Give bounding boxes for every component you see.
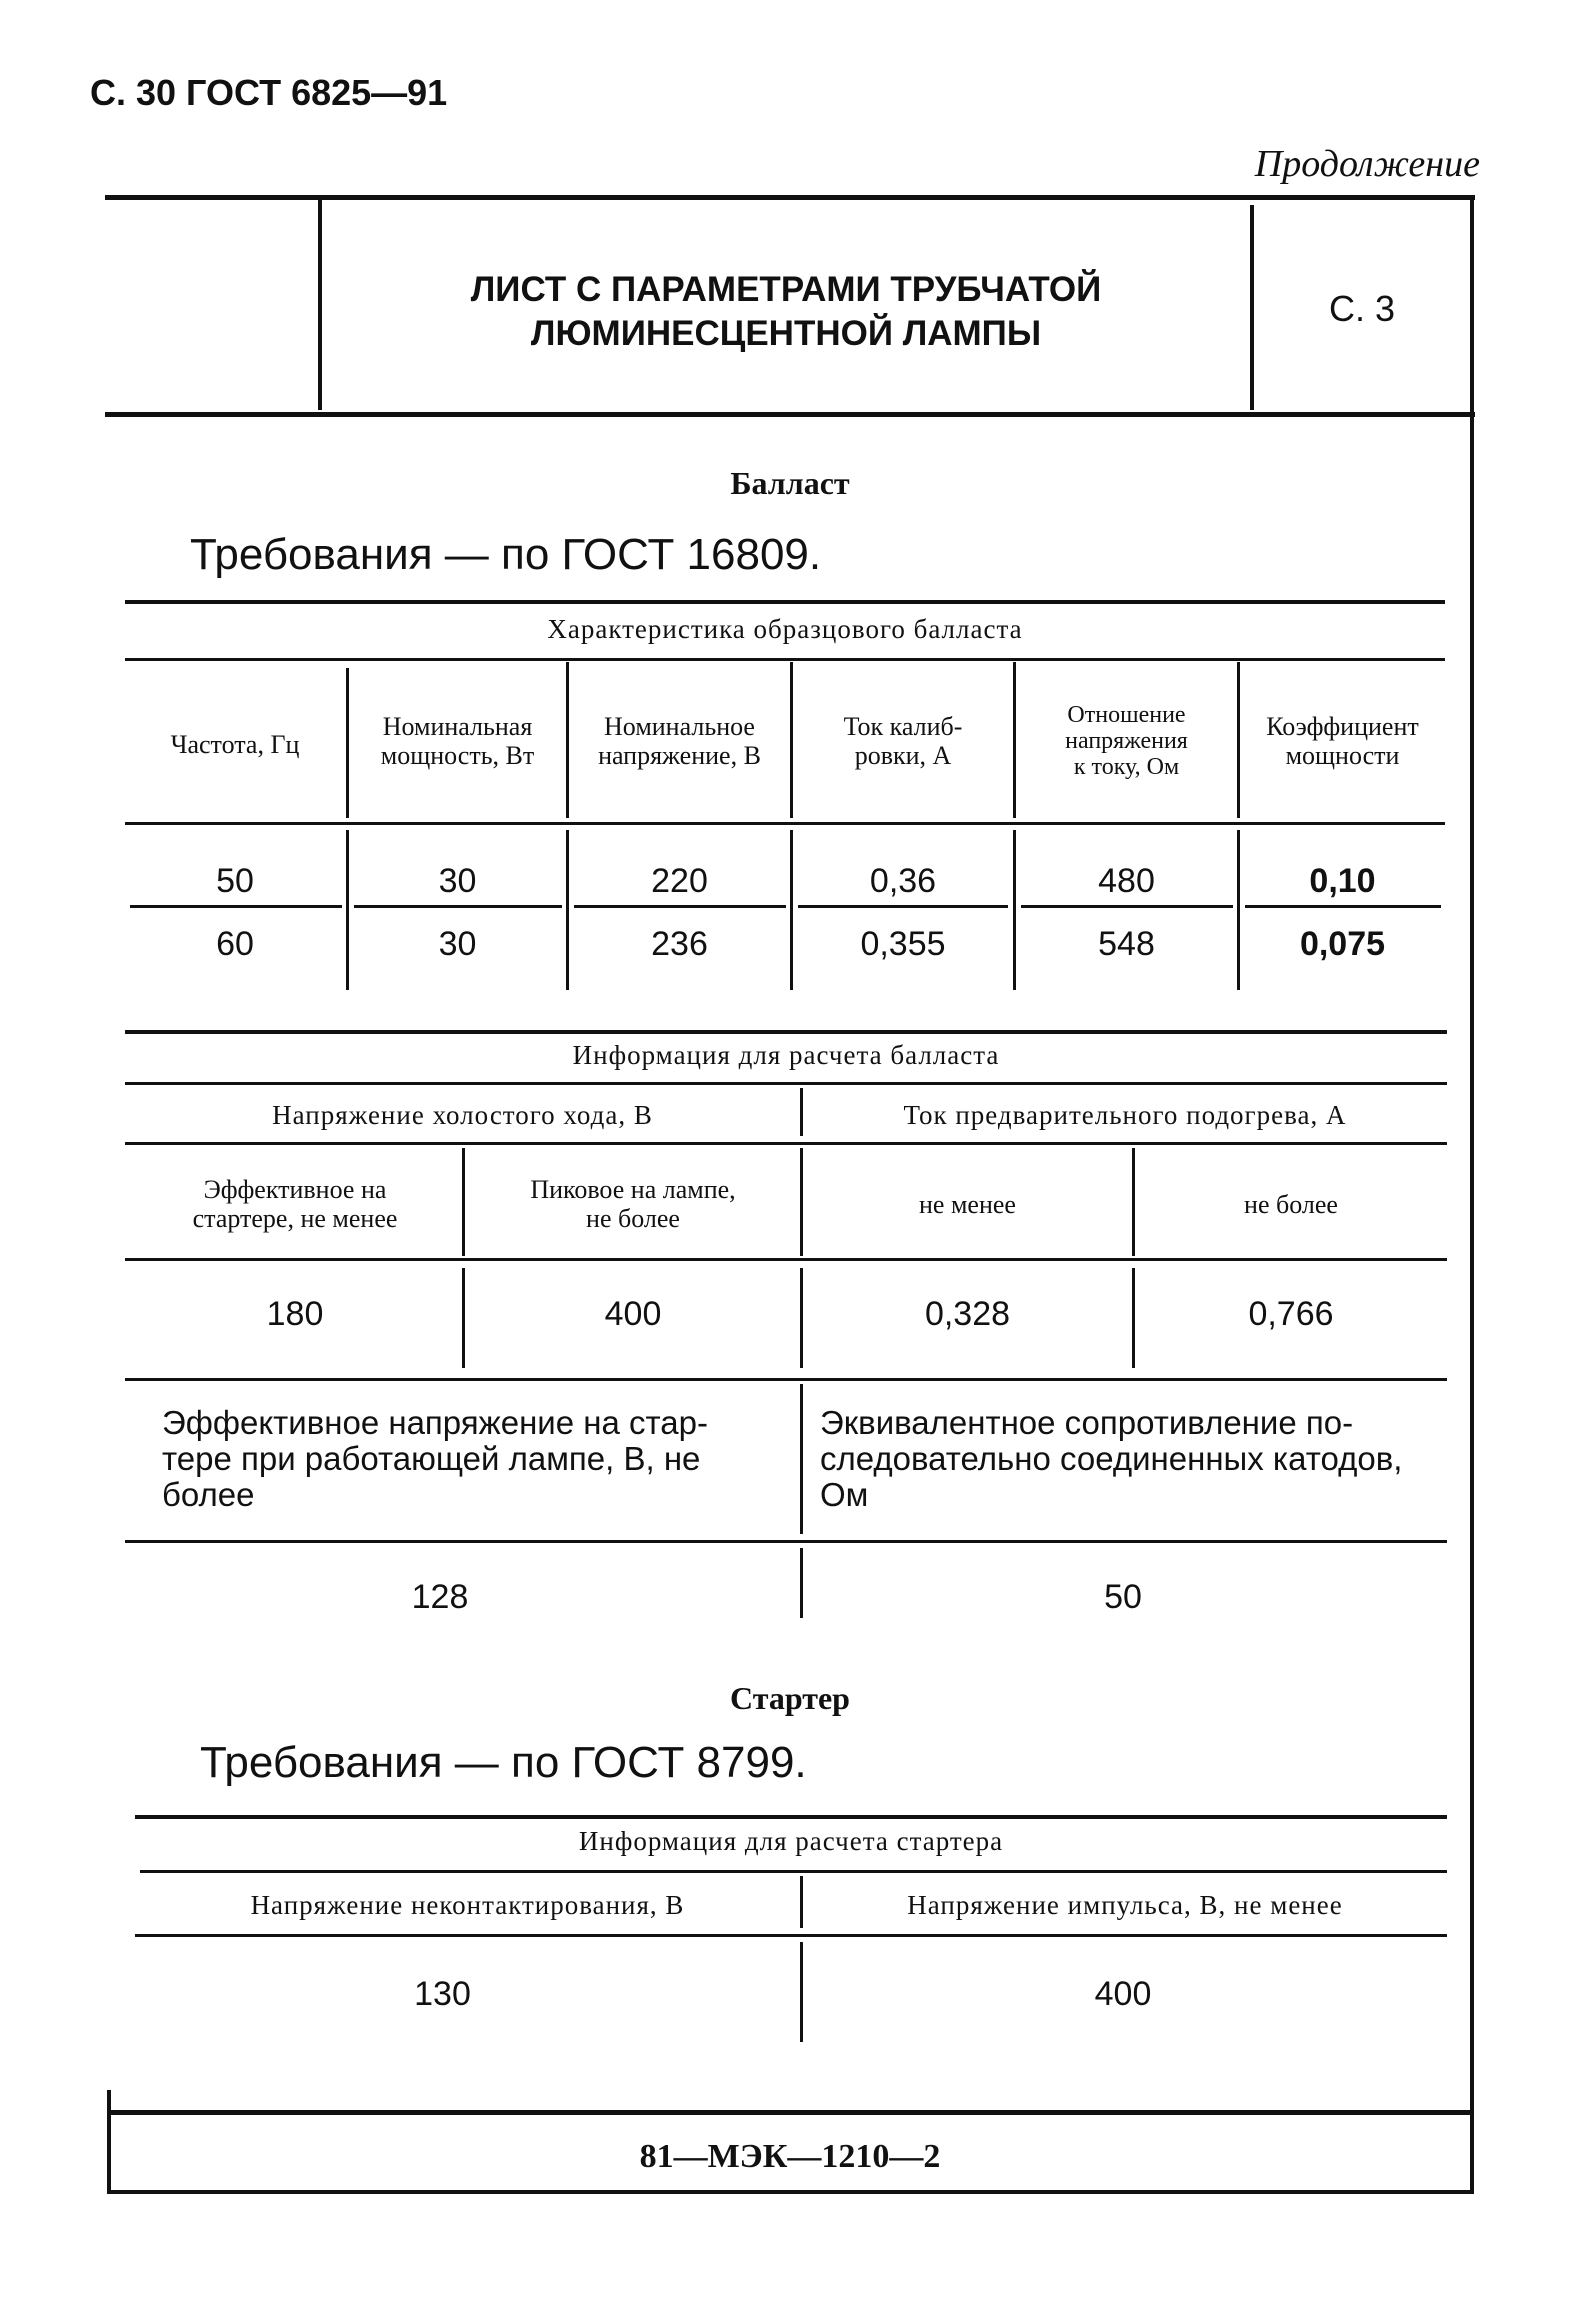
calc-sub-effective-starter xyxy=(130,1175,460,1233)
ref-data-divider-1 xyxy=(346,830,349,990)
calc-table-caption: Информация для расчета балласта xyxy=(572,1040,1000,1070)
ref-row2-voltage: 236 xyxy=(651,925,708,963)
extra-left-line2: тере при работающей лампе, В, не xyxy=(162,1440,701,1477)
ref-row1-pf: 0,10 xyxy=(1309,862,1376,900)
starter-requirement: Требования — по ГОСТ 8799. xyxy=(200,1738,807,1787)
ref-row-sep-2 xyxy=(354,905,562,908)
ref-col-header-voltage-line1: Номинальное xyxy=(604,712,755,741)
starter-col-pulse: Напряжение импульса, В, не менее xyxy=(907,1890,1343,1920)
starter-col-rule xyxy=(135,1934,1447,1937)
ref-data-divider-5 xyxy=(1237,830,1240,990)
ref-col-header-ratio xyxy=(1016,702,1237,780)
calc-val-effective-starter: 180 xyxy=(266,1295,324,1333)
title-line-1: ЛИСТ С ПАРАМЕТРАМИ ТРУБЧАТОЙ xyxy=(470,270,1102,309)
footer-code: 81—МЭК—1210—2 xyxy=(639,2138,941,2175)
footer-bottom-rule xyxy=(107,2190,1474,2194)
ref-row1-current: 0,36 xyxy=(869,862,937,900)
ref-data-divider-4 xyxy=(1013,830,1016,990)
calc-sub-effective-starter-line1: Эффективное на xyxy=(203,1175,387,1204)
ref-table-top-rule xyxy=(125,600,1445,604)
ref-col-header-voltage xyxy=(569,712,790,770)
ref-row2-pf: 0,075 xyxy=(1299,925,1386,963)
calc-val-min: 0,328 xyxy=(924,1295,1011,1333)
ref-col-header-current-line2: ровки, А xyxy=(854,741,952,770)
ref-row1-voltage: 220 xyxy=(651,862,708,900)
ref-col-header-power-line1: Номинальная xyxy=(382,712,533,741)
ref-row-sep-5 xyxy=(1021,905,1233,908)
ref-col-header-pf-line1: Коэффициент xyxy=(1266,712,1419,741)
ref-col-header-ratio-line2: напряжения xyxy=(1065,728,1188,754)
ref-row-sep-4 xyxy=(798,905,1008,908)
page-reference: С. 30 ГОСТ 6825—91 xyxy=(90,72,448,113)
extra-left-line3: более xyxy=(162,1476,255,1513)
extra-divider xyxy=(800,1384,803,1534)
calc-val-peak-lamp: 400 xyxy=(604,1295,662,1333)
ref-row2-current: 0,355 xyxy=(860,925,946,963)
extra-left-line1: Эффективное напряжение на стар- xyxy=(162,1404,708,1441)
ref-row1-power: 30 xyxy=(438,862,477,900)
ref-col-header-pf xyxy=(1240,712,1445,770)
ref-row-sep-1 xyxy=(130,905,342,908)
calc-sub-peak-lamp-line1: Пиковое на лампе, xyxy=(530,1175,736,1204)
ref-row-sep-6 xyxy=(1245,905,1441,908)
title-box-title xyxy=(322,268,1250,356)
extra-right-text xyxy=(820,1405,1460,1513)
title-line-2: ЛЮМИНЕСЦЕНТНОЙ ЛАМПЫ xyxy=(530,314,1042,353)
calc-sub-rule xyxy=(125,1258,1447,1261)
calc-table-caption-rule xyxy=(125,1082,1447,1085)
ref-row-sep-3 xyxy=(574,905,786,908)
ref-row1-ratio: 480 xyxy=(1098,862,1155,900)
ref-col-header-voltage-line2: напряжение, В xyxy=(598,741,761,770)
calc-sub-peak-lamp xyxy=(466,1175,800,1233)
extra-left-text xyxy=(162,1405,767,1513)
calc-sub-peak-lamp-line2: не более xyxy=(586,1204,680,1233)
ref-data-divider-2 xyxy=(566,830,569,990)
ref-table-caption: Характеристика образцового балласта xyxy=(547,614,1023,644)
ref-table-caption-rule xyxy=(125,658,1445,661)
starter-col-non-contact: Напряжение неконтактирования, В xyxy=(250,1890,685,1920)
starter-table-caption-rule xyxy=(140,1870,1447,1873)
starter-table-caption: Информация для расчета стартера xyxy=(578,1826,1004,1856)
frame-right-rule xyxy=(1470,200,1474,2190)
starter-val-non-contact: 130 xyxy=(414,1975,471,2013)
calc-sub-max: не более xyxy=(1244,1190,1338,1219)
calc-group-open-circuit: Напряжение холостого хода, В xyxy=(272,1100,653,1130)
ref-data-divider-3 xyxy=(790,830,793,990)
continuation-label: Продолжение xyxy=(1254,143,1480,185)
calc-group-preheat: Ток предварительного подогрева, А xyxy=(903,1100,1347,1130)
starter-heading: Стартер xyxy=(730,1680,850,1716)
ref-row2-frequency: 60 xyxy=(216,925,254,963)
ballast-heading: Балласт xyxy=(730,465,850,501)
calc-val-max: 0,766 xyxy=(1248,1295,1334,1333)
starter-val-pulse: 400 xyxy=(1094,1975,1152,2013)
calc-sub-effective-starter-line2: стартере, не менее xyxy=(192,1204,398,1233)
ref-col-header-ratio-line1: Отношение xyxy=(1067,702,1186,728)
ref-row1-frequency: 50 xyxy=(216,862,254,900)
calc-group-rule xyxy=(125,1142,1447,1145)
ref-col-header-current-line1: Ток калиб- xyxy=(843,712,963,741)
ref-col-header-pf-line2: мощности xyxy=(1285,741,1400,770)
starter-table-top-rule xyxy=(135,1815,1447,1819)
ref-row2-power: 30 xyxy=(438,925,477,963)
calc-val-divider-1 xyxy=(462,1268,465,1368)
extra-right-line1: Эквивалентное сопротивление по- xyxy=(820,1404,1354,1441)
ballast-requirement: Требования — по ГОСТ 16809. xyxy=(190,530,822,579)
extra-mid-rule xyxy=(125,1540,1447,1543)
frame-top-rule xyxy=(105,195,1475,200)
sheet-number: С. 3 xyxy=(1328,288,1396,329)
ref-col-header-power xyxy=(349,712,566,770)
calc-table-top-rule xyxy=(125,1030,1447,1034)
extra-right-line3: Ом xyxy=(820,1476,869,1513)
title-box-bottom-rule xyxy=(105,412,1475,417)
calc-sub-min: не менее xyxy=(919,1190,1016,1219)
footer-top-rule xyxy=(107,2110,1474,2115)
ref-col-header-power-line2: мощность, Вт xyxy=(380,741,535,770)
ref-table-header-rule xyxy=(125,822,1445,825)
calc-sub-divider-1 xyxy=(462,1148,465,1256)
ref-col-header-ratio-line3: к току, Ом xyxy=(1073,754,1180,780)
extra-left-value: 128 xyxy=(411,1578,469,1616)
extra-right-value: 50 xyxy=(1104,1578,1142,1616)
ref-col-header-current xyxy=(793,712,1013,770)
extra-top-rule xyxy=(125,1378,1447,1381)
ref-col-header-frequency-text: Частота, Гц xyxy=(170,730,300,759)
extra-right-line2: следовательно соединенных катодов, xyxy=(820,1440,1403,1477)
ref-col-header-frequency xyxy=(125,730,345,759)
ref-row2-ratio: 548 xyxy=(1098,925,1155,963)
